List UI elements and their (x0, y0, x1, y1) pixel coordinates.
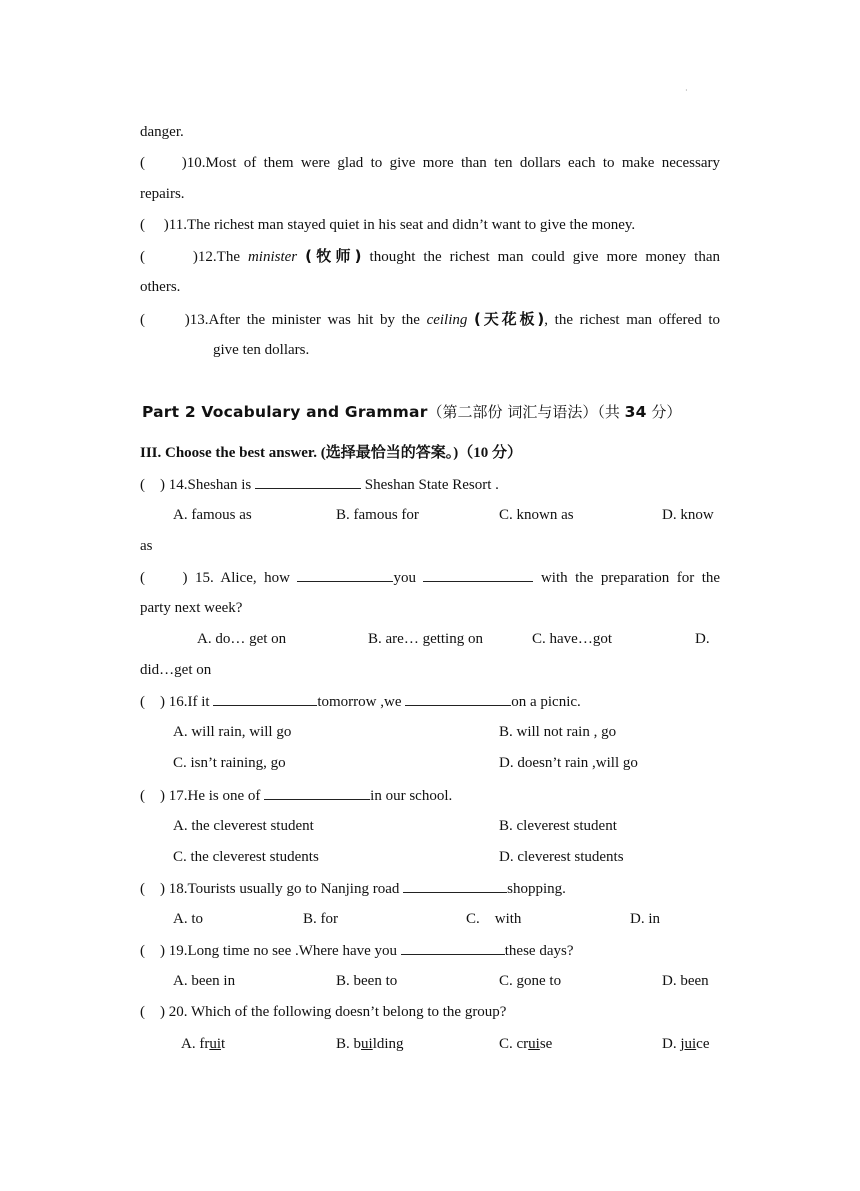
q16-option-a: A. will rain, will go (173, 724, 292, 740)
q18-option-d: D. in (630, 911, 660, 927)
term-minister: minister (247, 249, 298, 265)
answer-blank (255, 474, 361, 489)
q15-option-c: C. have…got (532, 631, 612, 647)
q20-option-c: C. cruise (499, 1036, 553, 1052)
answer-blank (403, 878, 507, 893)
q18-option-c: C. with (466, 911, 522, 927)
q17-option-d: D. cleverest students (499, 849, 624, 865)
q17-option-a: A. the cleverest student (173, 818, 314, 834)
part2-heading: Part 2 Vocabulary and Grammar（第二部份 词汇与语法）（共 34 分） (142, 403, 682, 421)
question-17: ( ) 17.He is one of in our school. (140, 785, 720, 806)
answer-blank (213, 691, 317, 706)
q15-option-d-wrap: did…get on (140, 662, 212, 678)
question-16: ( ) 16.If it tomorrow ,we on a picnic. (140, 691, 720, 712)
q17-option-c: C. the cleverest students (173, 849, 319, 865)
q17-option-b: B. cleverest student (499, 818, 617, 834)
q14-option-c: C. known as (499, 507, 574, 523)
q15-option-d: D. (695, 631, 710, 647)
answer-blank (297, 567, 393, 582)
q14-option-d-wrap: as (140, 538, 153, 554)
answer-blank (264, 785, 370, 800)
q20-option-a: A. fruit (181, 1036, 226, 1052)
question-19: ( ) 19.Long time no see .Where have you these days? (140, 940, 720, 961)
answer-blank (405, 691, 511, 706)
q19-option-c: C. gone to (499, 973, 562, 989)
continuation-line: danger. (140, 124, 184, 140)
page-mark: · (685, 86, 688, 95)
q15-option-b: B. are… getting on (368, 631, 483, 647)
question-10-wrap: repairs. (140, 186, 185, 202)
question-10: ( )10.Most of them were glad to give more than ten dollars each to make necessary (140, 155, 721, 171)
q20-option-b: B. building (336, 1036, 404, 1052)
q19-option-d: D. been (662, 973, 709, 989)
question-12: ( )12.The minister (牧师) thought the richest man could give more money than (140, 247, 720, 265)
question-18: ( ) 18.Tourists usually go to Nanjing road shopping. (140, 878, 720, 899)
q14-option-a: A. famous as (173, 507, 252, 523)
question-14: ( ) 14.Sheshan is Sheshan State Resort . (140, 474, 720, 495)
question-12-wrap: others. (140, 279, 181, 295)
q16-option-d: D. doesn’t rain ,will go (499, 755, 638, 771)
question-11: ( )11.The richest man stayed quiet in his seat and didn’t want to give the money. (140, 217, 636, 233)
answer-blank (423, 567, 533, 582)
gloss-minister: (牧师) (305, 247, 362, 265)
term-ceiling: ceiling (426, 312, 468, 328)
q19-option-a: A. been in (173, 973, 236, 989)
q14-option-b: B. famous for (336, 507, 419, 523)
question-13: ( )13.After the minister was hit by the ceiling (天花板), the richest man offered to (140, 310, 721, 328)
question-13-wrap: give ten dollars. (213, 342, 310, 358)
q20-option-d: D. juice (662, 1036, 710, 1052)
question-15: ( ) 15. Alice, how you with the preparation for the (140, 567, 720, 588)
section-title: III. Choose the best answer. (选择最恰当的答案。)（10 分） (140, 445, 522, 461)
q16-option-b: B. will not rain , go (499, 724, 617, 740)
q19-option-b: B. been to (336, 973, 398, 989)
answer-blank (401, 940, 505, 955)
q15-option-a: A. do… get on (197, 631, 287, 647)
gloss-ceiling: (天花板) (474, 310, 545, 328)
question-20: ( ) 20. Which of the following doesn’t belong to the group? (140, 1004, 507, 1020)
question-15-wrap: party next week? (140, 600, 243, 616)
q14-option-d: D. know (662, 507, 714, 523)
q16-option-c: C. isn’t raining, go (173, 755, 286, 771)
q18-option-b: B. for (303, 911, 338, 927)
q18-option-a: A. to (173, 911, 203, 927)
